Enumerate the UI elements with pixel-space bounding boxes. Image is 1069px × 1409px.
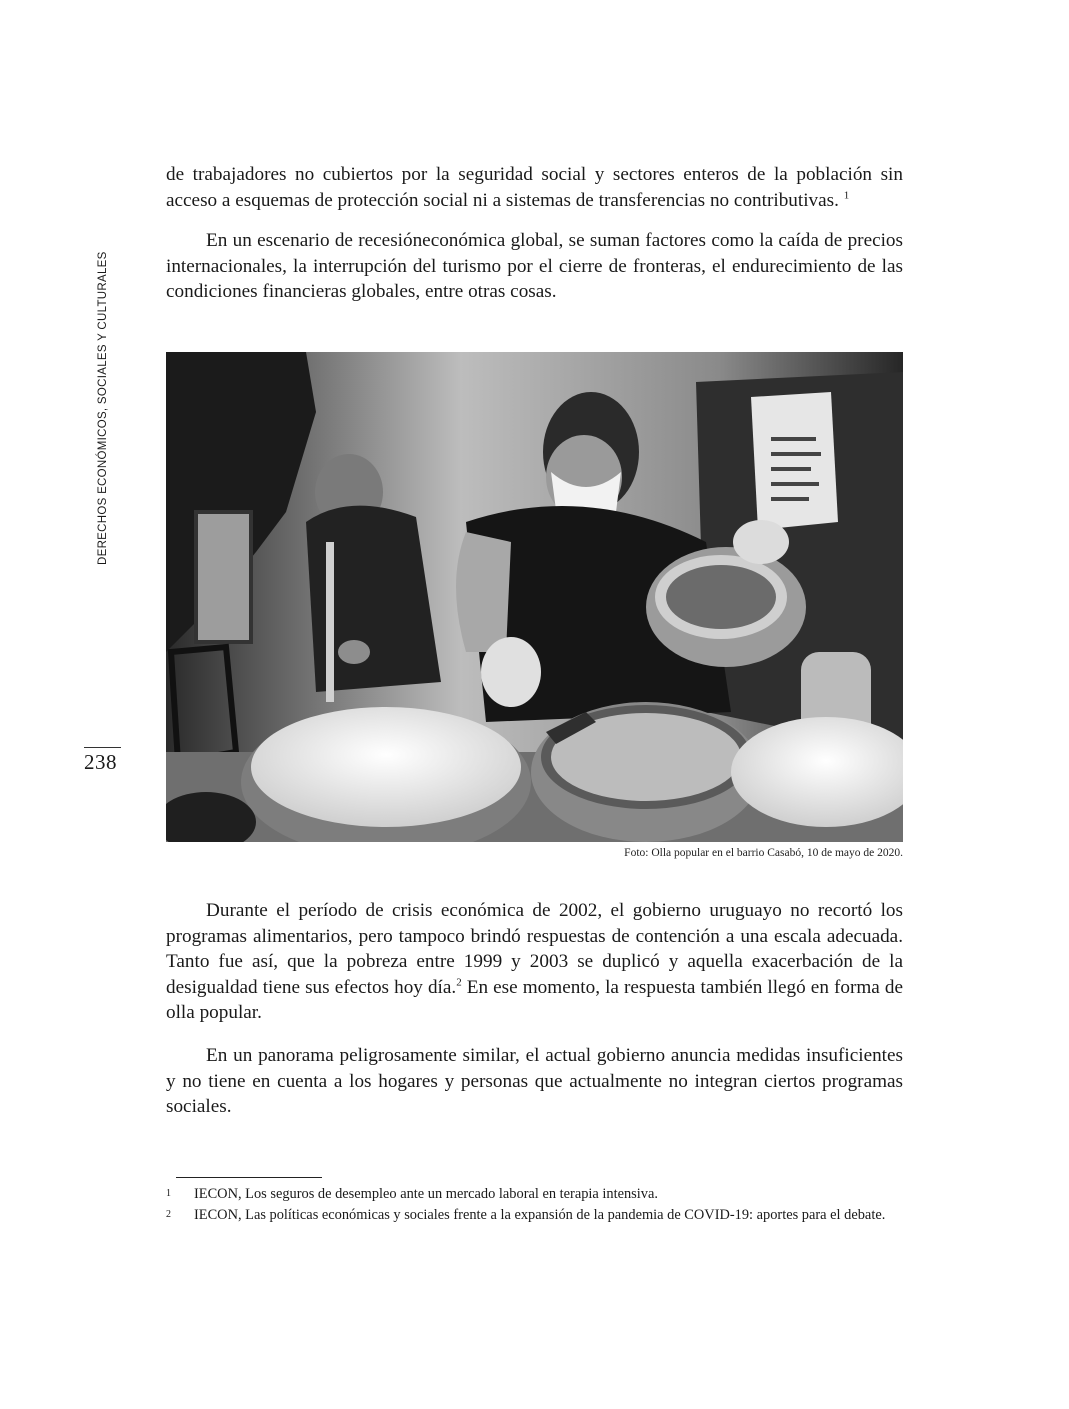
paragraph-3 (166, 898, 903, 1026)
footnote-1-number: 1 (166, 1188, 171, 1199)
footnote-1-text: IECON, Los seguros de desempleo ante un mercado laboral en terapia intensiva. (194, 1186, 658, 1202)
page-number-rule (84, 747, 121, 748)
side-running-header (97, 245, 117, 565)
photo-caption: Foto: Olla popular en el barrio Casabó, 10 de mayo de 2020. (624, 847, 903, 859)
paragraph-2: En un escenario de recesióneconómica global, se suman factores como la caída de precios internacionales, la interrupción del turismo por el cierre de fronteras, el endurecimiento de las condiciones financieras globales, entre otras cosas. (166, 230, 903, 302)
footnote-1 (166, 1184, 903, 1204)
paragraph-4: En un panorama peligrosamente similar, el actual gobierno anuncia medidas insuficientes y no tiene en cuenta a los hogares y personas que actualmente no integran ciertos programas sociales. (166, 1045, 903, 1117)
photo-olla-popular (166, 352, 903, 842)
footnote-ref-1[interactable]: 1 (843, 189, 850, 202)
footnote-ref-2[interactable]: 2 (456, 976, 462, 989)
paragraph-1-text: de trabajadores no cubiertos por la seguridad social y sectores enteros de la población sin acceso a esquemas de protección social ni a sistemas de transferencias no contributivas. (166, 164, 903, 211)
side-running-header-text: DERECHOS ECONÓMICOS, SOCIALES Y CULTURALES (97, 251, 109, 565)
paragraph-1 (166, 162, 903, 213)
footnote-2-number: 2 (166, 1209, 171, 1220)
photo-illustration (166, 352, 903, 842)
footnote-2 (166, 1205, 903, 1225)
footnote-separator (176, 1177, 322, 1178)
footnote-2-text: IECON, Las políticas económicas y sociales frente a la expansión de la pandemia de COVID-19: aportes para el debate. (194, 1207, 886, 1223)
page-number: 238 (84, 750, 117, 774)
paragraph-3-text-a: Durante el período de crisis económica de 2002, el gobierno uruguayo no recortó los programas alimentarios, pero tampoco brindó respuestas de contención a una escala adecuada. Tanto fue así, que la pobreza entre 1999 y 2003 se duplicó y aquella exacerbación de la desigualdad tiene sus efectos hoy día. (166, 900, 903, 998)
paragraph-3-text-b: En ese momento, la respuesta también llegó en forma de olla popular. (166, 976, 903, 1023)
